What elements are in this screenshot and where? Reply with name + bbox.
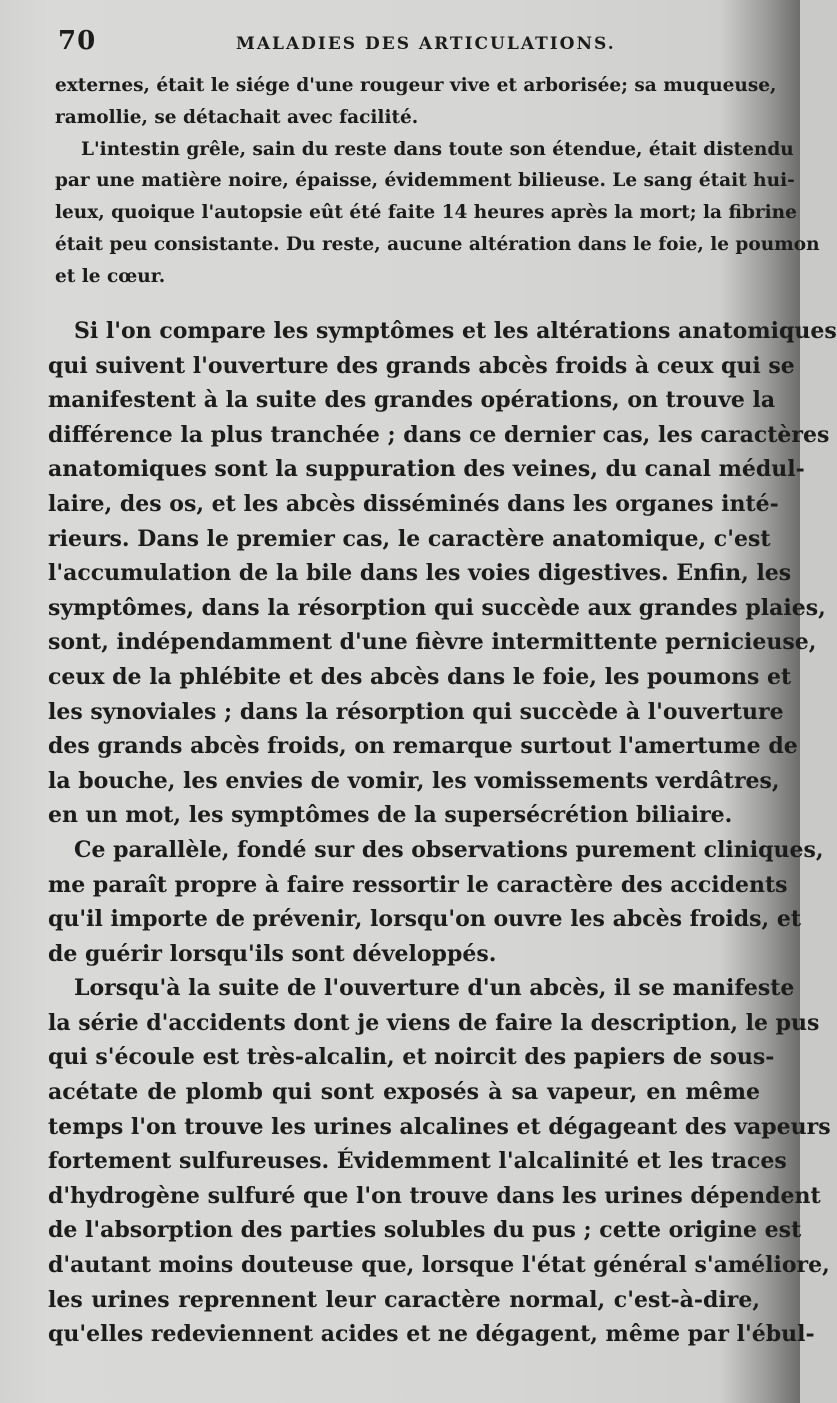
text-line: d'hydrogène sulfuré que l'on trouve dans les urines dépendent <box>48 1182 821 1209</box>
text-line: qu'elles redeviennent acides et ne dégagent, même par l'ébul- <box>48 1321 815 1348</box>
text-line: leux, quoique l'autopsie eût été faite 14 heures après la mort; la fibrine <box>55 202 797 224</box>
text-line: qui s'écoule est très-alcalin, et noircit des papiers de sous- <box>48 1044 775 1071</box>
text-line: différence la plus tranchée ; dans ce dernier cas, les caractères <box>48 421 830 448</box>
text-line: qu'il importe de prévenir, lorsqu'on ouvre les abcès froids, et <box>48 906 801 933</box>
text-line: et le cœur. <box>55 265 166 287</box>
text-line: de guérir lorsqu'ils sont développés. <box>48 940 497 967</box>
text-line: les synoviales ; dans la résorption qui succède à l'ouverture <box>48 698 784 725</box>
text-line: qui suivent l'ouverture des grands abcès froids à ceux qui se <box>48 352 795 379</box>
page-number: 70 <box>58 26 97 56</box>
text-line: en un mot, les symptômes de la supersécrétion biliaire. <box>48 802 733 829</box>
text-line: de l'absorption des parties solubles du pus ; cette origine est <box>48 1217 802 1244</box>
text-line: Lorsqu'à la suite de l'ouverture d'un abcès, il se manifeste <box>74 975 795 1002</box>
text-line: rieurs. Dans le premier cas, le caractère anatomique, c'est <box>48 525 771 552</box>
text-line: était peu consistante. Du reste, aucune altération dans le foie, le poumon <box>55 233 820 255</box>
text-line: l'accumulation de la bile dans les voies digestives. Enfin, les <box>48 560 792 587</box>
text-line: ramollie, se détachait avec facilité. <box>55 106 419 128</box>
text-line: des grands abcès froids, on remarque surtout l'amertume de <box>48 733 798 760</box>
text-line: la bouche, les envies de vomir, les vomissements verdâtres, <box>48 767 780 794</box>
text-line: acétate de plomb qui sont exposés à sa vapeur, en même <box>48 1079 760 1106</box>
main-body-text <box>48 314 837 1352</box>
page-header <box>58 26 758 66</box>
text-line: par une matière noire, épaisse, évidemment bilieuse. Le sang était hui- <box>55 170 795 192</box>
text-line: manifestent à la suite des grandes opérations, on trouve la <box>48 387 776 414</box>
text-line: ceux de la phlébite et des abcès dans le foie, les poumons et <box>48 663 792 690</box>
text-line: Ce parallèle, fondé sur des observations purement cliniques, <box>74 836 824 863</box>
case-report-text <box>55 70 820 293</box>
text-line: d'autant moins douteuse que, lorsque l'état général s'améliore, <box>48 1252 830 1279</box>
text-line: sont, indépendamment d'une fièvre intermittente pernicieuse, <box>48 629 817 656</box>
text-line: les urines reprennent leur caractère normal, c'est-à-dire, <box>48 1286 760 1313</box>
text-line: L'intestin grêle, sain du reste dans toute son étendue, était distendu <box>81 138 794 160</box>
text-line: me paraît propre à faire ressortir le caractère des accidents <box>48 871 788 898</box>
text-line: externes, était le siége d'une rougeur vive et arborisée; sa muqueuse, <box>55 75 777 96</box>
text-line: Si l'on compare les symptômes et les altérations anatomiques <box>74 318 837 344</box>
text-line: anatomiques sont la suppuration des veines, du canal médul- <box>48 456 805 483</box>
text-line: laire, des os, et les abcès disséminés dans les organes inté- <box>48 490 779 517</box>
running-title: MALADIES DES ARTICULATIONS. <box>236 34 616 54</box>
text-line: symptômes, dans la résorption qui succède aux grandes plaies, <box>48 594 826 621</box>
text-line: temps l'on trouve les urines alcalines et dégageant des vapeurs <box>48 1113 831 1140</box>
text-line: la série d'accidents dont je viens de faire la description, le pus <box>48 1009 820 1036</box>
text-line: fortement sulfureuses. Évidemment l'alcalinité et les traces <box>48 1148 787 1175</box>
